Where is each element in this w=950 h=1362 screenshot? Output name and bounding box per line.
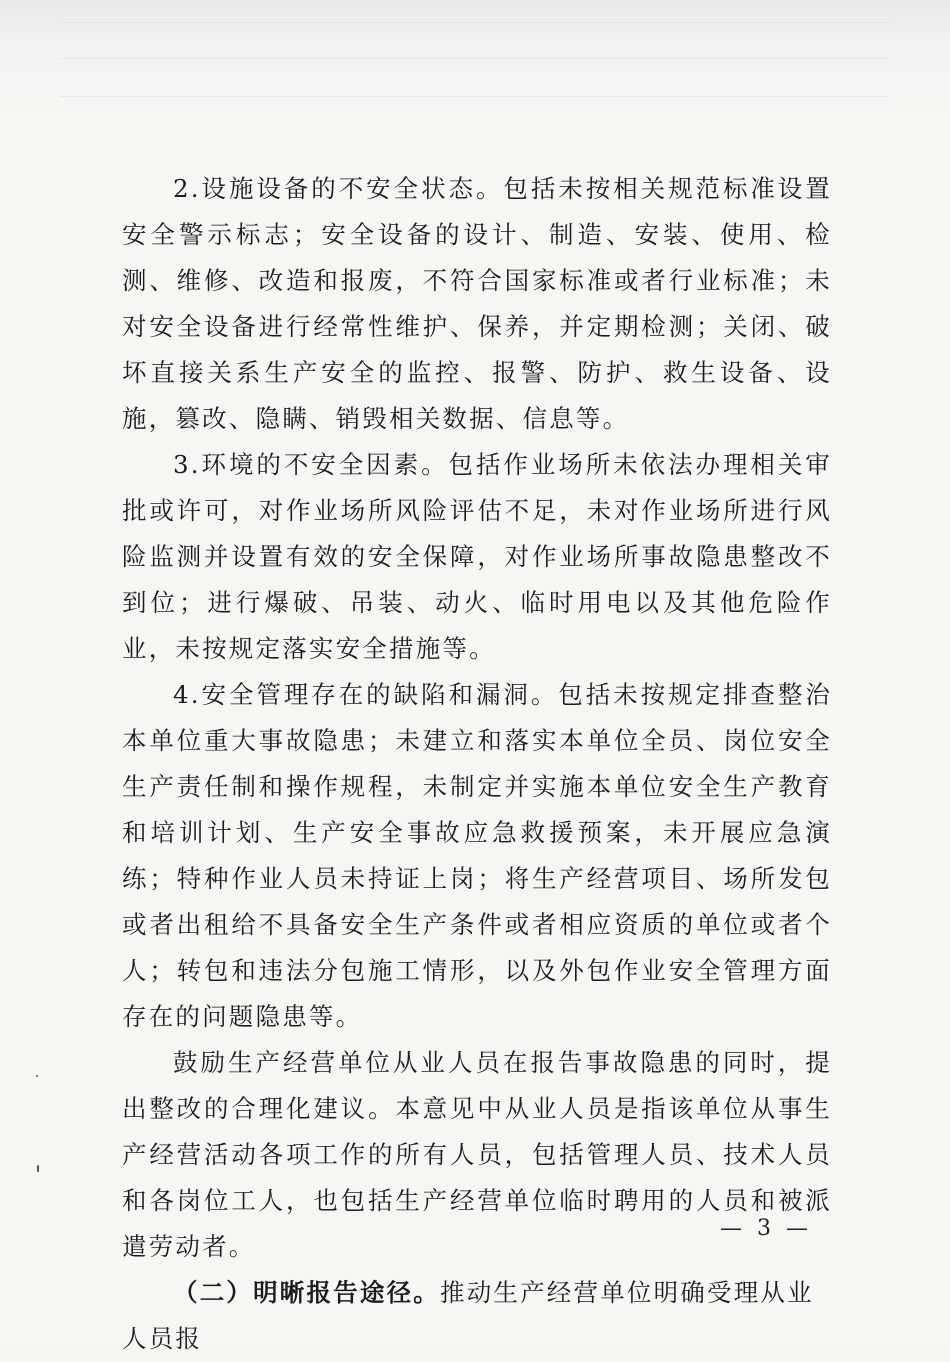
- scan-artifact: [60, 96, 890, 97]
- paragraph-facilities: 2.设施设备的不安全状态。包括未按相关规范标准设置安全警示标志；安全设备的设计、制造、安装、使用、检测、维修、改造和报废，不符合国家标准或者行业标准；未对安全设备进行经常性维护、保养，并定期检测；关闭、破坏直接关系生产安全的监控、报警、防护、救生设备、设施，篡改、隐瞒、销毁相关数据、信息等。: [122, 174, 832, 433]
- scan-speck: [37, 1165, 39, 1172]
- section-heading: （二）明晰报告途径。: [173, 1278, 440, 1307]
- scan-artifact: [60, 22, 890, 23]
- page-number: — 3 —: [720, 1216, 812, 1241]
- section-text: 推动生产经营单位明确受理从业人员报: [122, 1278, 814, 1353]
- paragraph-encourage: 鼓励生产经营单位从业人员在报告事故隐患的同时，提出整改的合理化建议。本意见中从业人员是指该单位从事生产经营活动各项工作的所有人员，包括管理人员、技术人员和各岗位工人，也包括生产经营单位临时聘用的人员和被派遣劳动者。: [122, 1048, 832, 1261]
- scan-speck: [36, 1075, 38, 1077]
- document-body: [122, 166, 832, 1362]
- section-report-channels: [122, 1270, 832, 1362]
- scan-artifact: [60, 58, 890, 59]
- paragraph-management: 4.安全管理存在的缺陷和漏洞。包括未按规定排查整治本单位重大事故隐患；未建立和落实本单位全员、岗位安全生产责任制和操作规程，未制定并实施本单位安全生产教育和培训计划、生产安全事故应急救援预案，未开展应急演练；特种作业人员未持证上岗；将生产经营项目、场所发包或者出租给不具备安全生产条件或者相应资质的单位或者个人；转包和违法分包施工情形，以及外包作业安全管理方面存在的问题隐患等。: [122, 680, 832, 1031]
- paragraph-environment: 3.环境的不安全因素。包括作业场所未依法办理相关审批或许可，对作业场所风险评估不足，未对作业场所进行风险监测并设置有效的安全保障，对作业场所事故隐患整改不到位；进行爆破、吊装、动火、临时用电以及其他危险作业，未按规定落实安全措施等。: [122, 450, 832, 663]
